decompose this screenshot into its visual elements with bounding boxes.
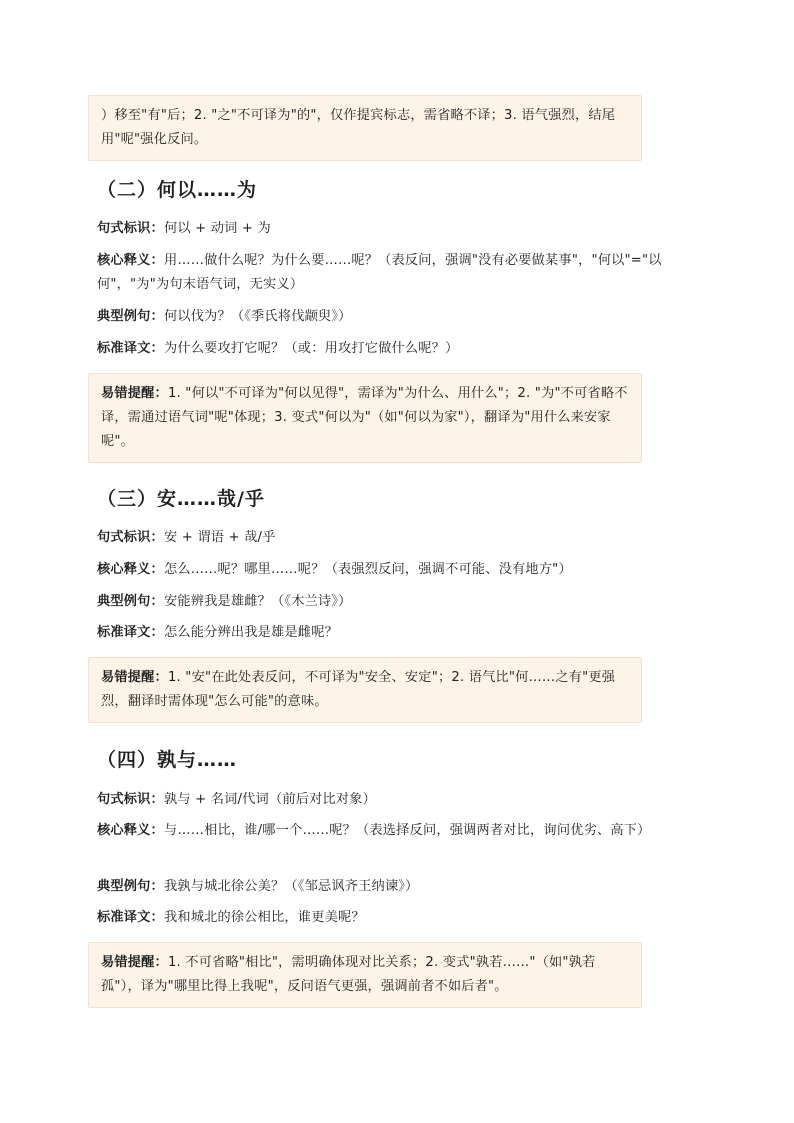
example-line	[97, 590, 697, 614]
translation-text: 怎么能分辨出我是雄是雌呢？	[163, 625, 338, 640]
example-line	[97, 305, 697, 329]
tip-text: 1. "安"在此处表反问，不可译为"安全、安定"；2. 语气比"何……之有"更强烈，翻译时需体现"怎么可能"的意味。	[101, 670, 616, 709]
translation-line	[97, 621, 697, 645]
pattern-label: 句式标识：	[97, 792, 164, 807]
pattern-label: 句式标识：	[97, 221, 164, 236]
example-text: 安能辨我是雄雌？（《木兰诗》）	[163, 594, 352, 609]
tip-label: 易错提醒：	[101, 670, 168, 685]
pattern-line	[97, 217, 697, 241]
translation-text: 为什么要攻打它呢？（或：用攻打它做什么呢？）	[163, 341, 459, 356]
pattern-line	[97, 526, 697, 550]
pattern-line	[97, 788, 697, 812]
section-heading: （四）孰与……	[97, 749, 238, 771]
example-text: 何以伐为？（《季氏将伐颛臾》）	[163, 309, 352, 324]
pattern-label: 句式标识：	[97, 530, 164, 545]
tip-label: 易错提醒：	[101, 955, 168, 970]
tip-text: 1. "何以"不可译为"何以见得"，需译为"为什么、用什么"；2. "为"不可省略不译，需通过语气词"呢"体现；3. 变式"何以为"（如"何以为家"），翻译为"用什么来安家呢"。	[101, 386, 628, 449]
section-heading: （二）何以……为	[97, 179, 258, 201]
pattern-text: 孰与 + 名词/代词（前后对比对象）	[163, 792, 377, 807]
meaning-label: 核心释义：	[97, 253, 164, 268]
translation-line	[97, 337, 697, 361]
tip-text: 1. 不可省略"相比"，需明确体现对比关系；2. 变式"孰若……"（如"孰若孤"），译为"哪里比得上我呢"，反问语气更强，强调前者不如后者"。	[101, 955, 596, 994]
example-text: 我孰与城北徐公美？（《邹忌讽齐王纳谏》）	[163, 879, 419, 894]
example-label: 典型例句：	[97, 309, 164, 324]
tip-text: ）移至"有"后；2. "之"不可译为"的"，仅作提宾标志，需省略不译；3. 语气强烈，结尾用"呢"强化反问。	[101, 108, 616, 147]
tip-box	[88, 657, 642, 723]
meaning-text: 与……相比，谁/哪一个……呢？（表选择反问，强调两者对比，询问优劣、高下）	[163, 823, 651, 838]
tip-box-continued	[88, 95, 642, 161]
tip-box	[88, 942, 642, 1008]
meaning-text: 用……做什么呢？为什么要……呢？（表反问，强调"没有必要做某事"，"何以"="以何"，"为"为句末语气词，无实义）	[97, 253, 662, 292]
pattern-text: 何以 + 动词 + 为	[163, 221, 271, 236]
pattern-text: 安 + 谓语 + 哉/乎	[163, 530, 276, 545]
example-label: 典型例句：	[97, 594, 164, 609]
meaning-label: 核心释义：	[97, 823, 164, 838]
meaning-line	[97, 558, 697, 582]
translation-text: 我和城北的徐公相比，谁更美呢？	[163, 910, 365, 925]
translation-label: 标准译文：	[97, 341, 164, 356]
translation-line	[97, 906, 697, 930]
example-label: 典型例句：	[97, 879, 164, 894]
tip-box	[88, 373, 642, 463]
translation-label: 标准译文：	[97, 910, 164, 925]
meaning-line	[97, 819, 693, 843]
translation-label: 标准译文：	[97, 625, 164, 640]
example-line	[97, 875, 697, 899]
meaning-line	[97, 249, 693, 297]
meaning-text: 怎么……呢？哪里……呢？（表强烈反问，强调不可能、没有地方"）	[163, 562, 572, 577]
section-heading: （三）安……哉/乎	[97, 488, 265, 510]
tip-label: 易错提醒：	[101, 386, 168, 401]
meaning-label: 核心释义：	[97, 562, 164, 577]
